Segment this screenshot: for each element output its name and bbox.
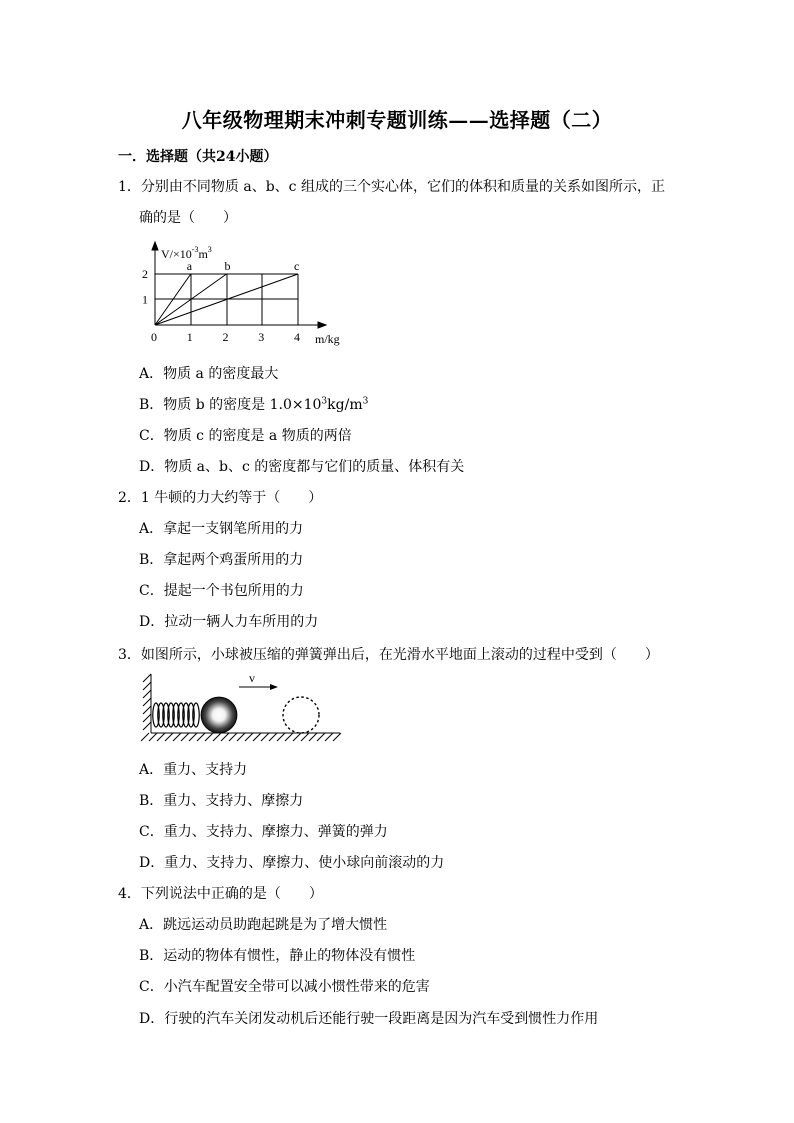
question-1-option-a: A．物质 a 的密度最大 — [139, 366, 279, 382]
x-axis-label: m/kg — [315, 332, 340, 346]
question-2-stem: 2．1 牛顿的力大约等于（ ） — [118, 490, 323, 506]
question-4-option-a: A．跳远运动员助跑起跳是为了增大惯性 — [139, 917, 388, 933]
ball — [201, 697, 237, 733]
y-tick-label: 2 — [142, 267, 148, 281]
y-axis-label: $V/\times 10^{-3}m^3$ — [161, 245, 212, 261]
graph-line-label-c: c — [294, 259, 300, 273]
ground-hatch — [141, 733, 341, 741]
question-3-stem: 3．如图所示，小球被压缩的弹簧弹出后，在光滑水平地面上滚动的过程中受到（ ） — [118, 647, 659, 663]
x-tick-label: 0 — [151, 330, 157, 344]
x-tick-label: 3 — [258, 330, 265, 344]
ball-later-position — [283, 697, 319, 733]
x-axis-arrow — [318, 322, 326, 328]
spring-ball-figure — [137, 670, 347, 750]
graph-line-label-b: b — [224, 259, 231, 273]
x-tick-label: 2 — [222, 330, 229, 344]
question-3-option-d: D．重力、支持力、摩擦力、使小球向前滚动的力 — [139, 855, 445, 871]
compressed-spring — [153, 703, 199, 727]
question-3-option-c: C．重力、支持力、摩擦力、弹簧的弹力 — [139, 824, 388, 840]
question-2-option-a: A．拿起一支钢笔所用的力 — [139, 521, 304, 537]
question-2-option-c: C．提起一个书包所用的力 — [139, 583, 304, 599]
graph-line-label-a: a — [186, 259, 193, 273]
x-tick-label: 4 — [294, 330, 300, 344]
y-axis-arrow — [152, 242, 158, 250]
question-4-stem: 4．下列说法中正确的是（ ） — [118, 886, 323, 902]
volume-mass-graph — [136, 238, 356, 350]
velocity-arrowhead — [270, 684, 278, 690]
question-4-option-b: B．运动的物体有惯性，静止的物体没有惯性 — [139, 948, 416, 964]
question-1-option-c: C．物质 c 的密度是 a 物质的两倍 — [139, 428, 352, 444]
question-4-option-c: C．小汽车配置安全带可以减小惯性带来的危害 — [139, 979, 430, 995]
question-4-option-d: D．行驶的汽车关闭发动机后还能行驶一段距离是因为汽车受到惯性力作用 — [139, 1011, 599, 1027]
question-3-option-b: B．重力、支持力、摩擦力 — [139, 793, 304, 809]
question-2-option-b: B．拿起两个鸡蛋所用的力 — [139, 552, 304, 568]
question-2-option-d: D．拉动一辆人力车所用的力 — [139, 614, 319, 630]
y-tick-label: 1 — [142, 292, 148, 307]
wall-hatch — [143, 674, 151, 733]
question-1-stem-line1: 1．分别由不同物质 a、b、c 组成的三个实心体，它们的体积和质量的关系如图所示，正 — [118, 179, 665, 195]
x-tick-label: 1 — [186, 330, 193, 344]
page-title: 八年级物理期末冲刺专题训练——选择题（二） — [181, 108, 613, 132]
velocity-label: v — [249, 671, 255, 685]
question-1-option-b: B．物质 b 的密度是 $1.0\times 10^3kg/m^3$ — [139, 396, 369, 413]
question-1-stem-line2: 确的是（ ） — [139, 210, 237, 226]
question-3-option-a: A．重力、支持力 — [139, 762, 248, 778]
question-1-option-d: D．物质 a、b、c 的密度都与它们的质量、体积有关 — [139, 459, 465, 475]
section-heading: 一．选择题（共24小题） — [118, 149, 278, 165]
